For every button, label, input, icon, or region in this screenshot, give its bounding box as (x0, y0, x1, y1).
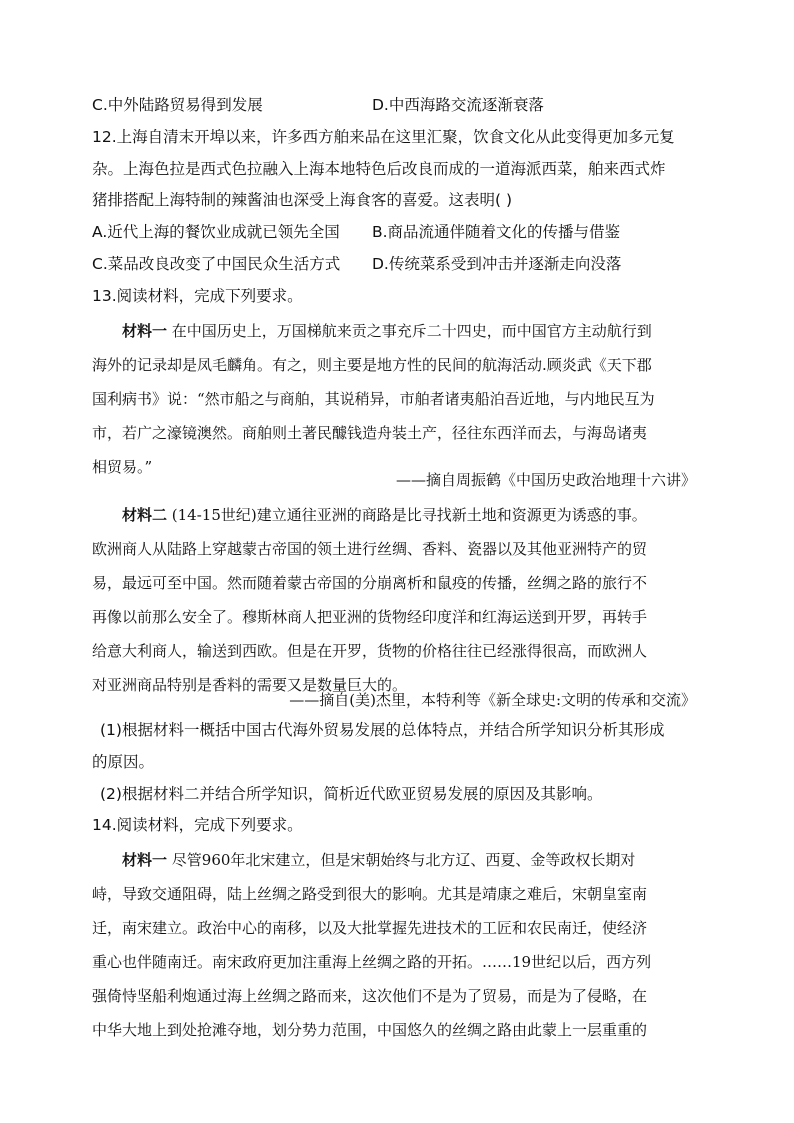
q12-stem-line-2: 杂。上海色拉是西式色拉融入上海本地特色后改良而成的一道海派西菜，舶来西式炸 (92, 160, 666, 178)
q13-material-2-line-6: 对亚洲商品特别是香料的需要又是数量巨大的。 (92, 676, 408, 694)
q12-option-c: C.菜品改良改变了中国民众生活方式 (92, 255, 341, 273)
q13-requirement-1-line-2: 的原因。 (92, 753, 155, 771)
q13-material-1-line-2: 海外的记录却是凤毛麟角。有之，则主要是地方性的民间的航海活动.顾炎武《天下郡 (92, 356, 652, 374)
q13-requirement-2: (2)根据材料二并结合所学知识，简析近代欧亚贸易发展的原因及其影响。 (100, 785, 603, 803)
q14-stem: 14.阅读材料，完成下列要求。 (92, 816, 303, 834)
q14-material-1-line-3: 迁，南宋建立。政治中心的南移，以及大批掌握先进技术的工匠和农民南迁，使经济 (92, 919, 648, 937)
q13-material-2-line-2: 欧洲商人从陆路上穿越蒙古帝国的领土进行丝绸、香料、瓷器以及其他亚洲特产的贸 (92, 540, 648, 558)
q13-material-1-label: 材料一 (122, 322, 168, 340)
q12-stem-line-3: 猪排搭配上海特制的辣酱油也深受上海食客的喜爱。这表明( ) (92, 191, 513, 209)
q13-material-2-line-3: 易，最远可至中国。然而随着蒙古帝国的分崩离析和鼠疫的传播，丝绸之路的旅行不 (92, 574, 648, 592)
q12-option-d: D.传统菜系受到冲击并逐渐走向没落 (372, 255, 622, 273)
q13-material-2-source: ——摘自(美)杰里，本特利等《新全球史:文明的传承和交流》 (289, 691, 696, 709)
q14-material-1-label: 材料一 (122, 851, 168, 869)
q12-option-b: B.商品流通伴随着文化的传播与借鉴 (372, 223, 621, 241)
q14-material-1-text-1: 尽管960年北宋建立，但是宋朝始终与北方辽、西夏、金等政权长期对 (167, 851, 636, 869)
q13-material-1-source: ——摘自周振鹤《中国历史政治地理十六讲》 (395, 471, 696, 489)
q14-material-1-line-6: 中华大地上到处抢滩夺地，划分势力范围，中国悠久的丝绸之路由此蒙上一层重重的 (92, 1021, 648, 1039)
q12-option-a: A.近代上海的餐饮业成就已领先全国 (92, 223, 340, 241)
q13-material-1-line-5: 相贸易。” (92, 458, 153, 476)
q14-material-1-line-1 (122, 850, 635, 870)
q13-material-2-text-1: (14-15世纪)建立通往亚洲的商路是比寻找新土地和资源更为诱惑的事。 (167, 506, 647, 524)
q12-stem-line-1: 12.上海自清末开埠以来，许多西方舶来品在这里汇聚，饮食文化从此变得更加多元复 (92, 128, 675, 146)
q13-material-2-label: 材料二 (122, 506, 168, 524)
q13-material-1-line-1 (122, 321, 652, 341)
q14-material-1-line-5: 强倚恃坚船利炮通过海上丝绸之路而来，这次他们不是为了贸易，而是为了侵略，在 (92, 987, 648, 1005)
q13-stem: 13.阅读材料，完成下列要求。 (92, 287, 303, 305)
q13-material-2-line-4: 再像以前那么安全了。穆斯林商人把亚洲的货物经印度洋和红海运送到开罗，再转手 (92, 608, 648, 626)
q13-material-1-text-1: 在中国历史上，万国梯航来贡之事充斥二十四史，而中国官方主动航行到 (167, 322, 652, 340)
q11-option-c: C.中外陆路贸易得到发展 (92, 96, 263, 114)
q14-material-1-line-4: 重心也伴随南迁。南宋政府更加注重海上丝绸之路的开拓。……19世纪以后，西方列 (92, 953, 652, 971)
q13-material-2-line-5: 给意大利商人，输送到西欧。但是在开罗，货物的价格往往已经涨得很高，而欧洲人 (92, 642, 648, 660)
q11-option-d: D.中西海路交流逐渐衰落 (372, 96, 544, 114)
q13-requirement-1-line-1: (1)根据材料一概括中国古代海外贸易发展的总体特点，并结合所学知识分析其形成 (100, 721, 665, 739)
q13-material-1-line-4: 市，若广之濠镜澳然。商舶则土著民醵钱造舟装土产，径往东西洋而去，与海岛诸夷 (92, 424, 648, 442)
q14-material-1-line-2: 峙，导致交通阻碍，陆上丝绸之路受到很大的影响。尤其是靖康之难后，宋朝皇室南 (92, 885, 648, 903)
q13-material-1-line-3: 国利病书》说：“然市船之与商舶，其说稍异，市舶者诸夷船泊吾近地，与内地民互为 (92, 390, 655, 408)
q13-material-2-line-1 (122, 505, 647, 525)
